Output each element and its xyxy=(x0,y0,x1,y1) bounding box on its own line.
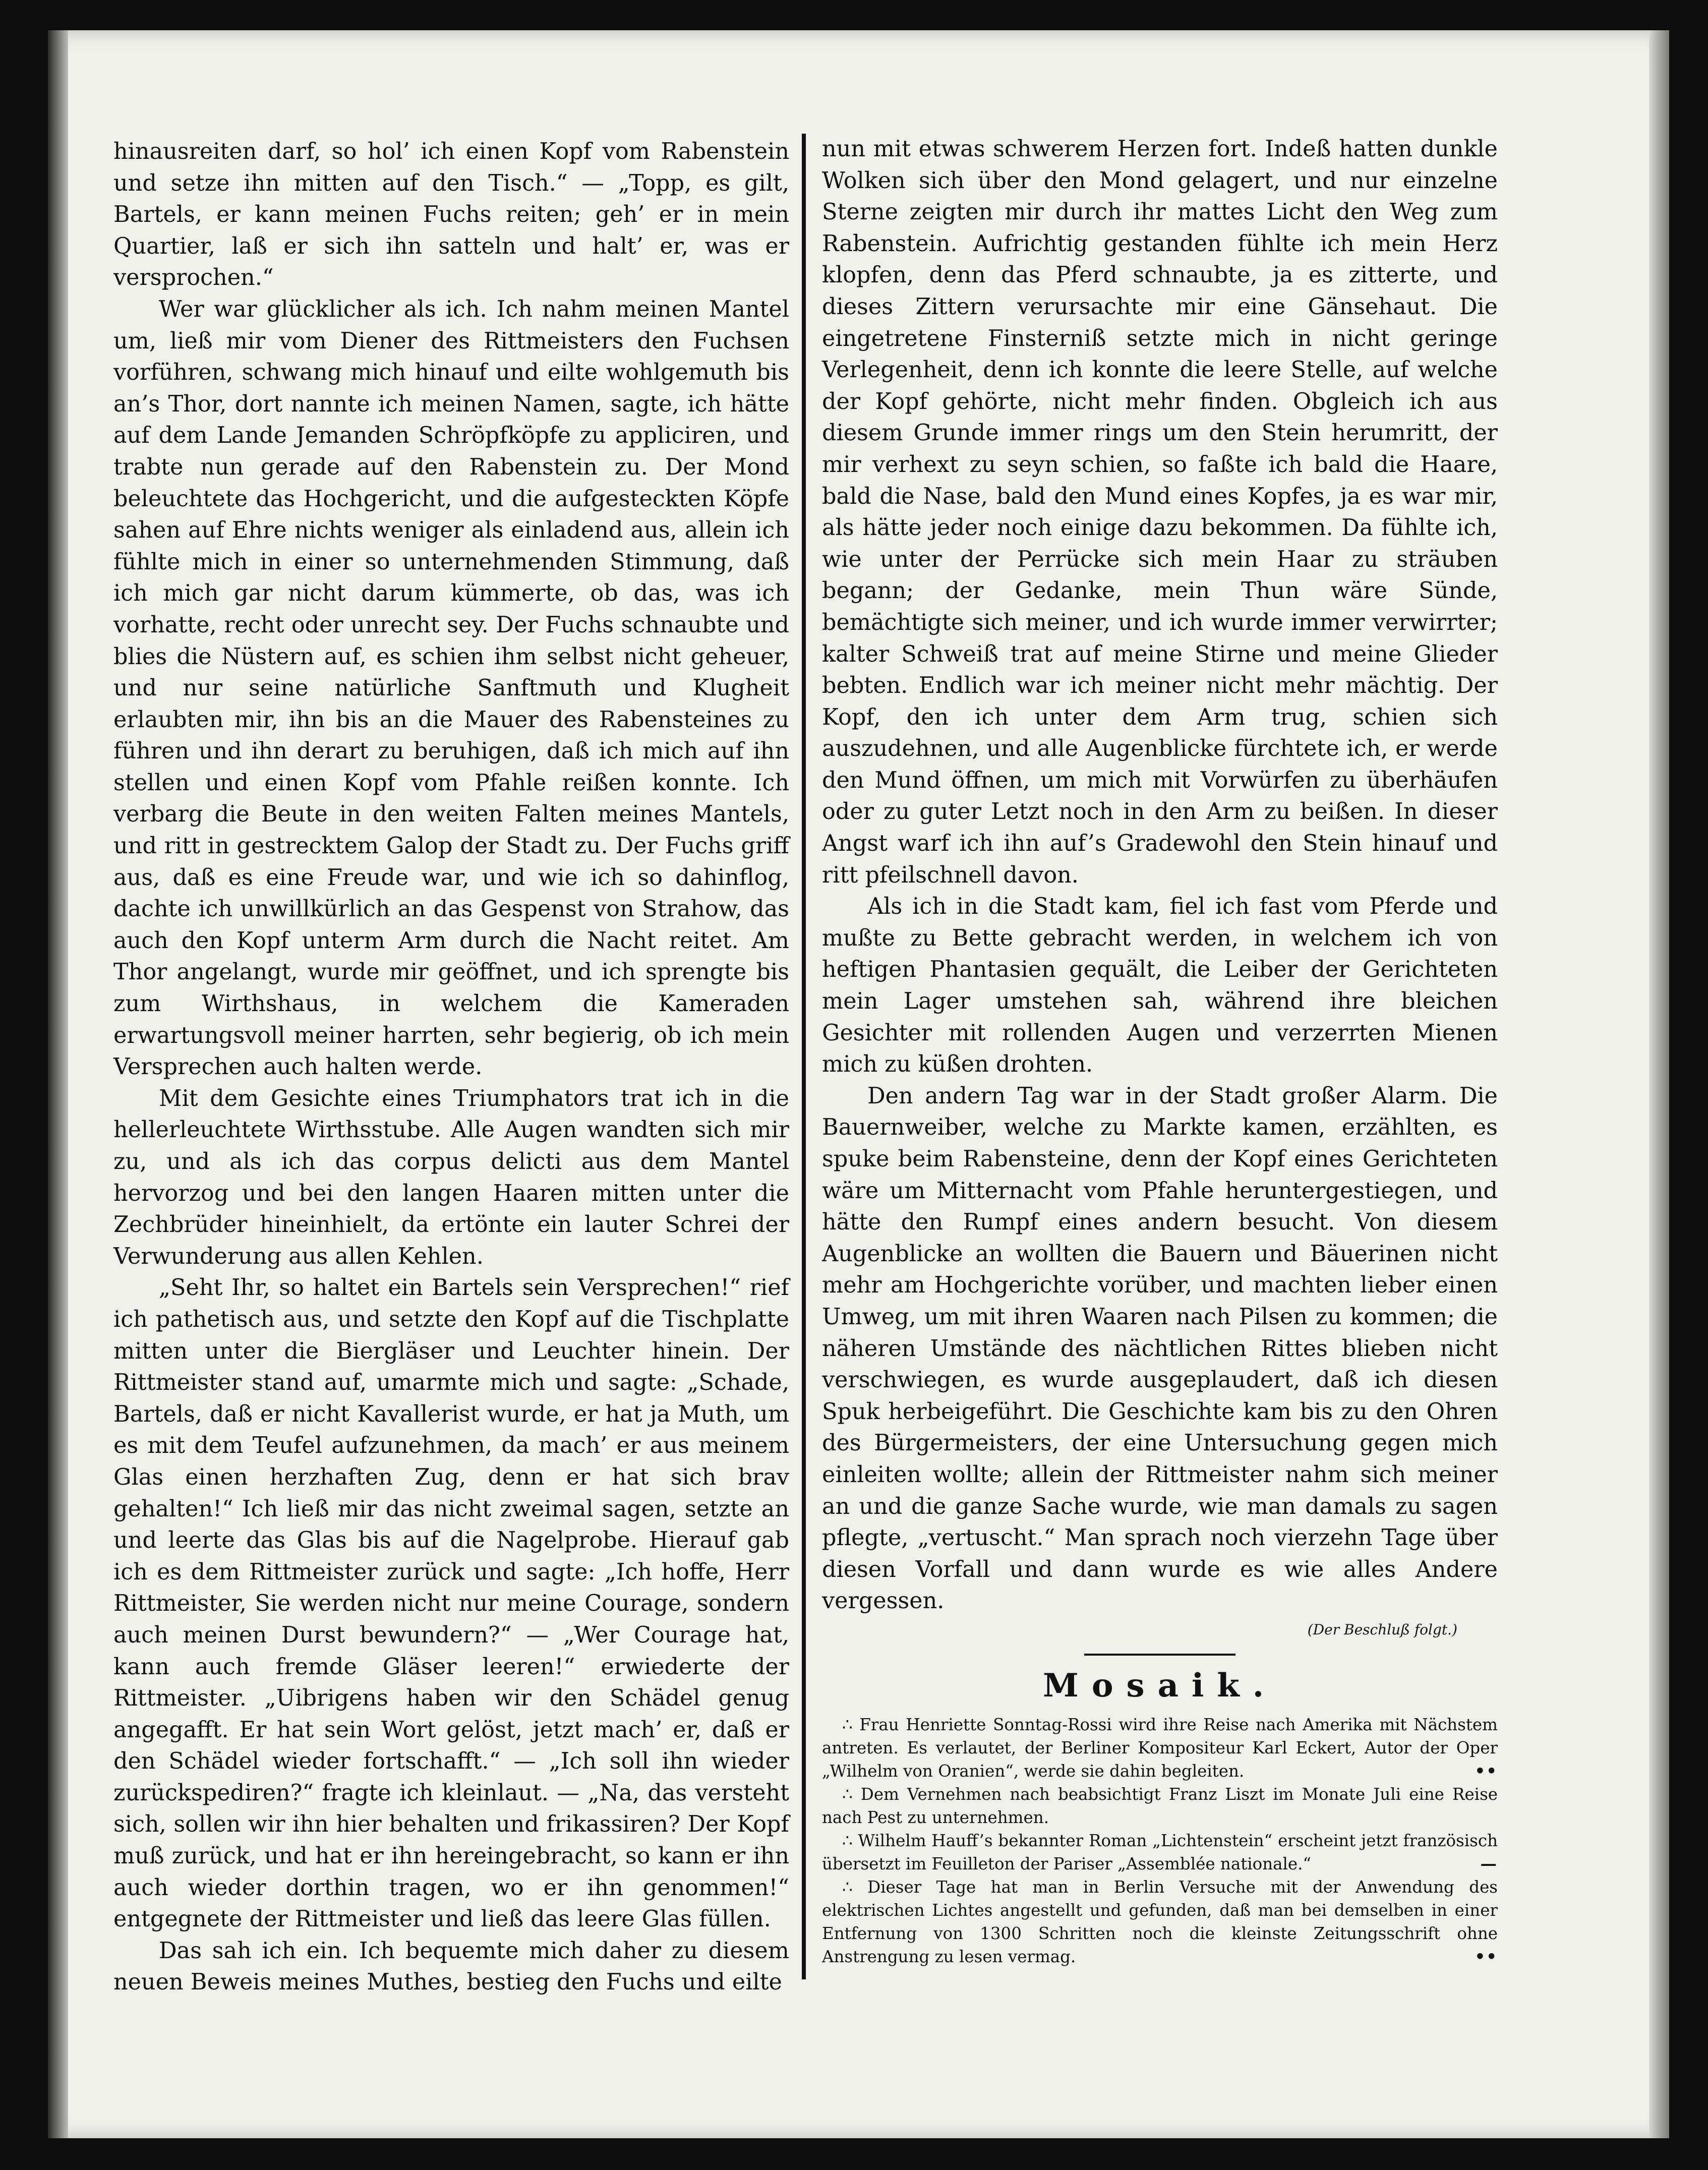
paragraph: Den andern Tag war in der Stadt großer Alarm. Die Bauernweiber, welche zu Markte kamen, erzählten, es spuke beim Rabensteine, denn der Kopf eines Gerichteten wäre um Mitternacht vom Pfahle heruntergestiegen, und hätte den Rumpf eines andern besucht. Von diesem Augenblicke an wollten die Bauern und Bäuerinen nicht mehr am Hochgerichte vorüber, und machten lieber einen Umweg, um mit ihren Waaren nach Pilsen zu kommen; die näheren Umstände des nächtlichen Rittes blieben nicht verschwiegen, es wurde ausgeplaudert, daß ich diesen Spuk herbeigeführt. Die Geschichte kam bis zu den Ohren des Bürgermeisters, der eine Untersuchung gegen mich einleiten wollte; allein der Rittmeister nahm sich meiner an und die ganze Sache wurde, wie man damals zu sagen pflegte, „vertuscht.“ Man sprach noch vierzehn Tage über diesen Vorfall und dann wurde es wie alles Andere vergessen. xyxy=(822,1083,1498,1614)
end-mark: •• xyxy=(1475,1761,1498,1781)
right-column xyxy=(822,134,1498,1968)
news-item xyxy=(822,1875,1498,1968)
news-text: ∴ Dem Vernehmen nach beabsichtigt Franz Liszt im Monate Juli eine Reise nach Pest zu unternehmen. xyxy=(822,1784,1498,1827)
paragraph: „Seht Ihr, so haltet ein Bartels sein Versprechen!“ rief ich pathetisch aus, und setzte den Kopf auf die Tischplatte mitten unter die Biergläser und Leuchter hinein. Der Rittmeister stand auf, umarmte mich und sagte: „Schade, Bartels, daß er nicht Kavallerist wurde, er hat ja Muth, um es mit dem Teufel aufzunehmen, da mach’ er aus meinem Glas einen herzhaften Zug, denn er hat sich brav gehalten!“ Ich ließ mir das nicht zweimal sagen, setzte an und leerte das Glas bis auf die Nagelprobe. Hierauf gab ich es dem Rittmeister zurück und sagte: „Ich hoffe, Herr Rittmeister, Sie werden nicht nur meine Courage, sondern auch meinen Durst bewundern?“ — „Wer Courage hat, kann auch fremde Gläser leeren!“ erwiederte der Rittmeister. „Uibrigens haben wir den Schädel genug angegafft. Er hat sein Wort gelöst, jetzt mach’ er, daß er den Schädel wieder fortschafft.“ — „Ich soll ihn wieder zurückspediren?“ fragte ich kleinlaut. — „Na, das versteht sich, sollen wir ihn hier behalten und frikassiren? Der Kopf muß zurück, und hat er ihn hereingebracht, so kann er ihn auch wieder dorthin tragen, wo er ihn genommen!“ entgegnete der Rittmeister und ließ das leere Glas füllen. xyxy=(113,1275,789,1932)
end-mark: •• xyxy=(1475,1946,1498,1966)
paragraph: Mit dem Gesichte eines Triumphators trat ich in die hellerleuchtete Wirthsstube. Alle Augen wandten sich mir zu, und als ich das corpus delicti aus dem Mantel hervorzog und bei den langen Haaren mitten unter die Zechbrüder hineinhielt, da ertönte ein lauter Schrei der Verwunderung aus allen Kehlen. xyxy=(113,1085,789,1269)
page-edge-shadow xyxy=(1649,30,1669,2138)
news-item xyxy=(822,1829,1498,1875)
section-title: Mosaik. xyxy=(1043,1666,1277,1705)
paragraph: Das sah ich ein. Ich bequemte mich daher zu diesem neuen Beweis meines Muthes, bestieg den Fuchs und eilte xyxy=(113,1938,789,1996)
paragraph: Als ich in die Stadt kam, fiel ich fast vom Pferde und mußte zu Bette gebracht werden, in welchem ich von heftigen Phantasien gequält, die Leiber der Gerichteten mein Lager umstehen sah, während ihre bleichen Gesichter mit rollenden Augen und verzerrten Mienen mich zu küßen drohten. xyxy=(822,894,1498,1078)
news-item xyxy=(822,1783,1498,1829)
news-text: ∴ Wilhelm Hauff’s bekannter Roman „Lichtenstein“ erscheint jetzt französisch übersetzt im Feuilleton der Pariser „Assemblée nationale.“ xyxy=(822,1831,1498,1873)
paragraph: nun mit etwas schwerem Herzen fort. Indeß hatten dunkle Wolken sich über den Mond gelagert, und nur einzelne Sterne zeigten mir durch ihr mattes Licht den Weg zum Rabenstein. Aufrichtig gestanden fühlte ich mein Herz klopfen, denn das Pferd schnaubte, ja es zitterte, und dieses Zittern verursachte mir eine Gänsehaut. Die eingetretene Finsterniß setzte mich in nicht geringe Verlegenheit, denn ich konnte die leere Stelle, auf welche der Kopf gehörte, nicht mehr finden. Obgleich ich aus diesem Grunde immer rings um den Stein herumritt, der mir verhext zu seyn schien, so faßte ich bald die Haare, bald die Nase, bald den Mund eines Kopfes, ja es war mir, als hätte jeder noch einige dazu bekommen. Da fühlte ich, wie unter der Perrücke sich mein Haar zu sträuben begann; der Gedanke, mein Thun wäre Sünde, bemächtigte sich meiner, und ich wurde immer verwirrter; kalter Schweiß trat auf meine Stirne und meine Glieder bebten. Endlich war ich meiner nicht mehr mächtig. Der Kopf, den ich unter dem Arm trug, schien sich auszudehnen, und alle Augenblicke fürchtete ich, er werde den Mund öffnen, um mich mit Vorwürfen zu überhäufen oder zu guter Letzt noch in den Arm zu beißen. In dieser Angst warf ich ihn auf’s Gradewohl den Stein hinauf und ritt pfeilschnell davon. xyxy=(822,136,1498,888)
left-column xyxy=(113,136,789,1999)
end-mark: — xyxy=(1480,1853,1498,1873)
column-divider xyxy=(802,134,806,1979)
section-divider xyxy=(1084,1654,1235,1656)
news-text: ∴ Dieser Tage hat man in Berlin Versuche mit der Anwendung des elektrischen Lichtes angestellt und gefunden, daß man bei demselben in einer Entfernung von 1300 Schritten noch die kleinste Zeitungsschrift ohne Anstrengung zu lesen vermag. xyxy=(822,1877,1498,1966)
news-list xyxy=(822,1713,1498,1968)
continuation-note: (Der Beschluß folgt.) xyxy=(1307,1621,1457,1638)
news-text: ∴ Frau Henriette Sonntag-Rossi wird ihre Reise nach Amerika mit Nächstem antreten. Es verlautet, der Berliner Kompositeur Karl Eckert, Autor der Oper „Wilhelm von Oranien“, werde sie dahin begleiten. xyxy=(822,1715,1498,1781)
news-item xyxy=(822,1713,1498,1783)
paragraph: hinausreiten darf, so hol’ ich einen Kopf vom Rabenstein und setze ihn mitten auf den Tisch.“ — „Topp, es gilt, Bartels, er kann meinen Fuchs reiten; geh’ er in mein Quartier, laß er sich ihn satteln und halt’ er, was er versprochen.“ xyxy=(113,139,789,291)
page-gutter-shadow xyxy=(48,30,68,2138)
paragraph: Wer war glücklicher als ich. Ich nahm meinen Mantel um, ließ mir vom Diener des Rittmeisters den Fuchsen vorführen, schwang mich hinauf und eilte wohlgemuth bis an’s Thor, dort nannte ich meinen Namen, sagte, ich hätte auf dem Lande Jemanden Schröpfköpfe zu appliciren, und trabte nun gerade auf den Rabenstein zu. Der Mond beleuchtete das Hochgericht, und die aufgesteckten Köpfe sahen auf Ehre nichts weniger als einladend aus, allein ich fühlte mich in einer so unternehmenden Stimmung, daß ich mich gar nicht darum kümmerte, ob das, was ich vorhatte, recht oder unrecht sey. Der Fuchs schnaubte und blies die Nüstern auf, es schien ihm selbst nicht geheuer, und nur seine natürliche Sanftmuth und Klugheit erlaubten mir, ihn bis an die Mauer des Rabensteines zu führen und ihn derart zu beruhigen, daß ich mich auf ihn stellen und einen Kopf vom Pfahle reißen konnte. Ich verbarg die Beute in den weiten Falten meines Mantels, und ritt in gestrecktem Galop der Stadt zu. Der Fuchs griff aus, daß es eine Freude war, und wie ich so dahinflog, dachte ich unwillkürlich an das Gespenst von Strahow, das auch den Kopf unterm Arm durch die Nacht reitet. Am Thor angelangt, wurde mir geöffnet, und ich sprengte bis zum Wirthshaus, in welchem die Kameraden erwartungsvoll meiner harrten, sehr begierig, ob ich mein Versprechen auch halten werde. xyxy=(113,296,789,1080)
